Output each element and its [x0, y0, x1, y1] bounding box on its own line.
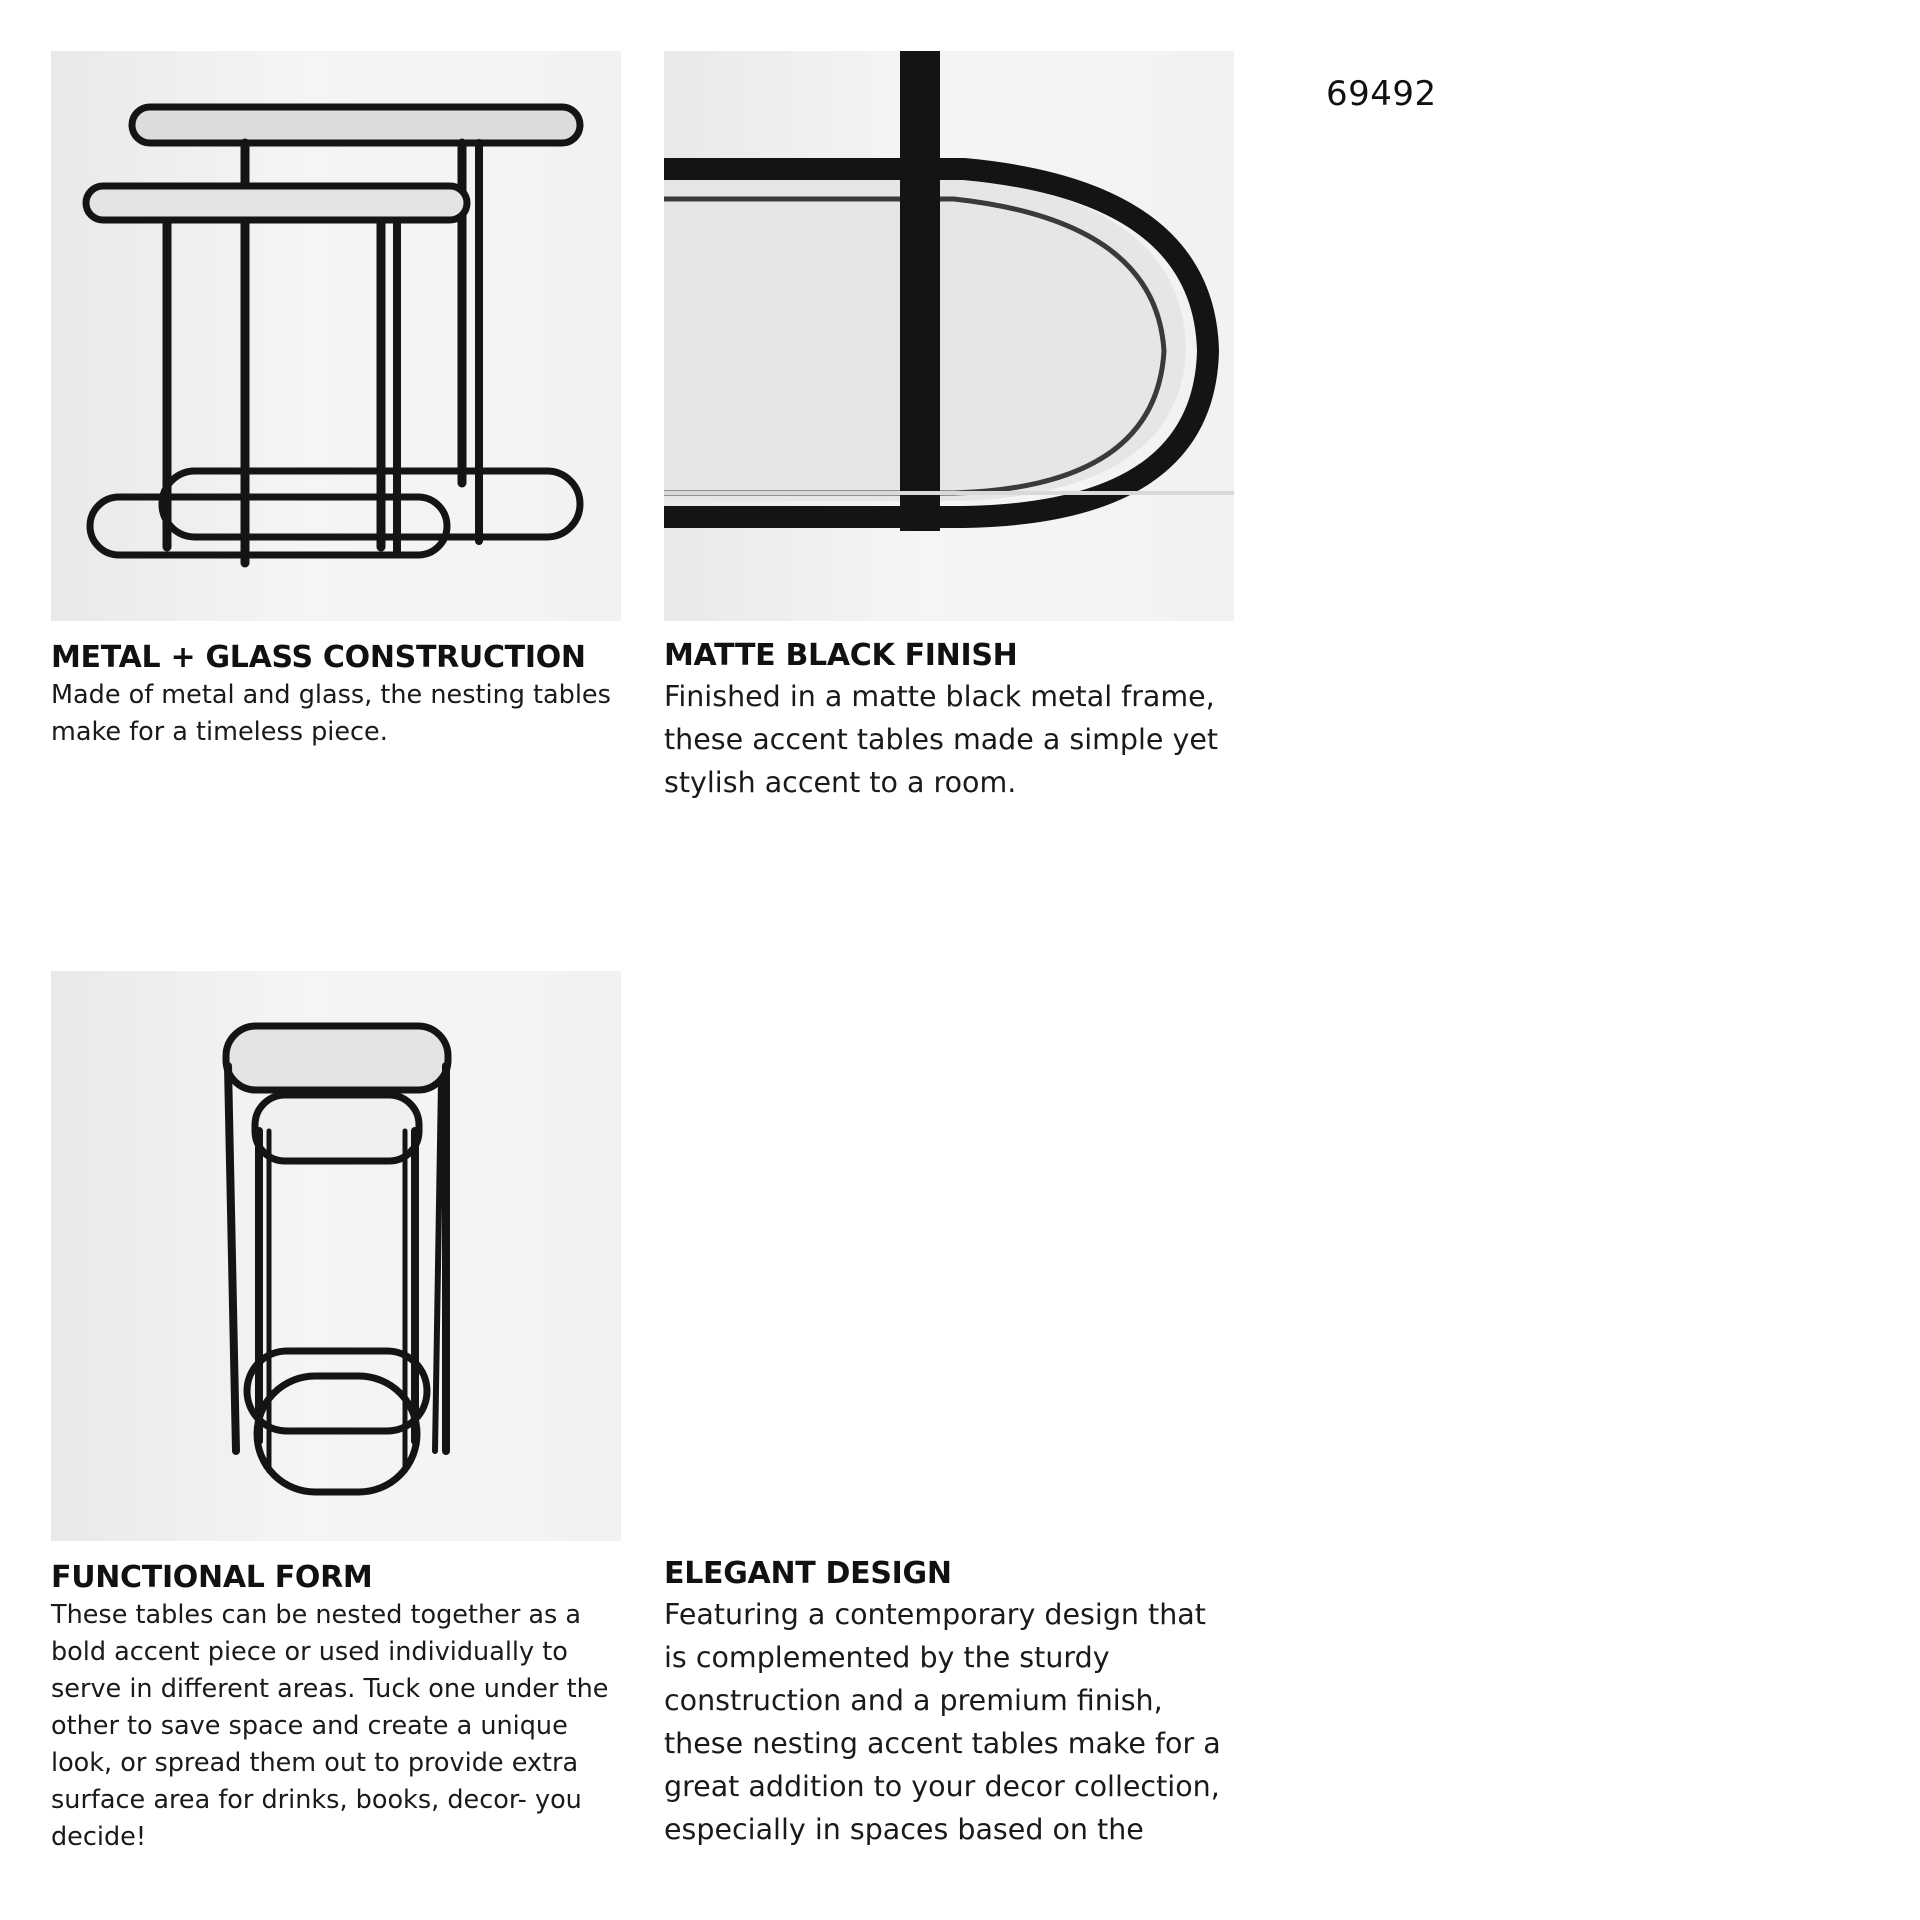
- product-sku: 69492: [1326, 74, 1437, 114]
- feature-title: FUNCTIONAL FORM: [51, 1560, 373, 1595]
- matte-black-frame-closeup-image: [664, 51, 1234, 621]
- feature-description: Featuring a contemporary design that is complemented by the sturdy construction and a premium finish, these nesting accent tables make for a great addition to your decor collection, especially in spaces based on the: [664, 1598, 1221, 1846]
- feature-card-finish: [664, 51, 1234, 804]
- nesting-tables-front-view-image: [51, 971, 621, 1541]
- feature-title: METAL + GLASS CONSTRUCTION: [51, 640, 586, 675]
- feature-card-design: [664, 1555, 1234, 1851]
- feature-card-form: [51, 971, 621, 1856]
- feature-title: MATTE BLACK FINISH: [664, 638, 1018, 673]
- nesting-tables-side-view-image: [51, 51, 621, 621]
- feature-card-construction: [51, 51, 621, 751]
- feature-description: These tables can be nested together as a bold accent piece or used individually to serve in different areas. Tuck one under the other to save space and create a unique look, or spread them out to provide extra surface area for drinks, books, decor- you decide!: [51, 1600, 609, 1852]
- product-photo-front-view: [51, 971, 621, 1541]
- product-photo-side-view: [51, 51, 621, 621]
- feature-description: Made of metal and glass, the nesting tables make for a timeless piece.: [51, 680, 611, 747]
- feature-title: ELEGANT DESIGN: [664, 1556, 952, 1591]
- feature-description: Finished in a matte black metal frame, these accent tables made a simple yet stylish accent to a room.: [664, 680, 1219, 799]
- product-photo-closeup: [664, 51, 1234, 621]
